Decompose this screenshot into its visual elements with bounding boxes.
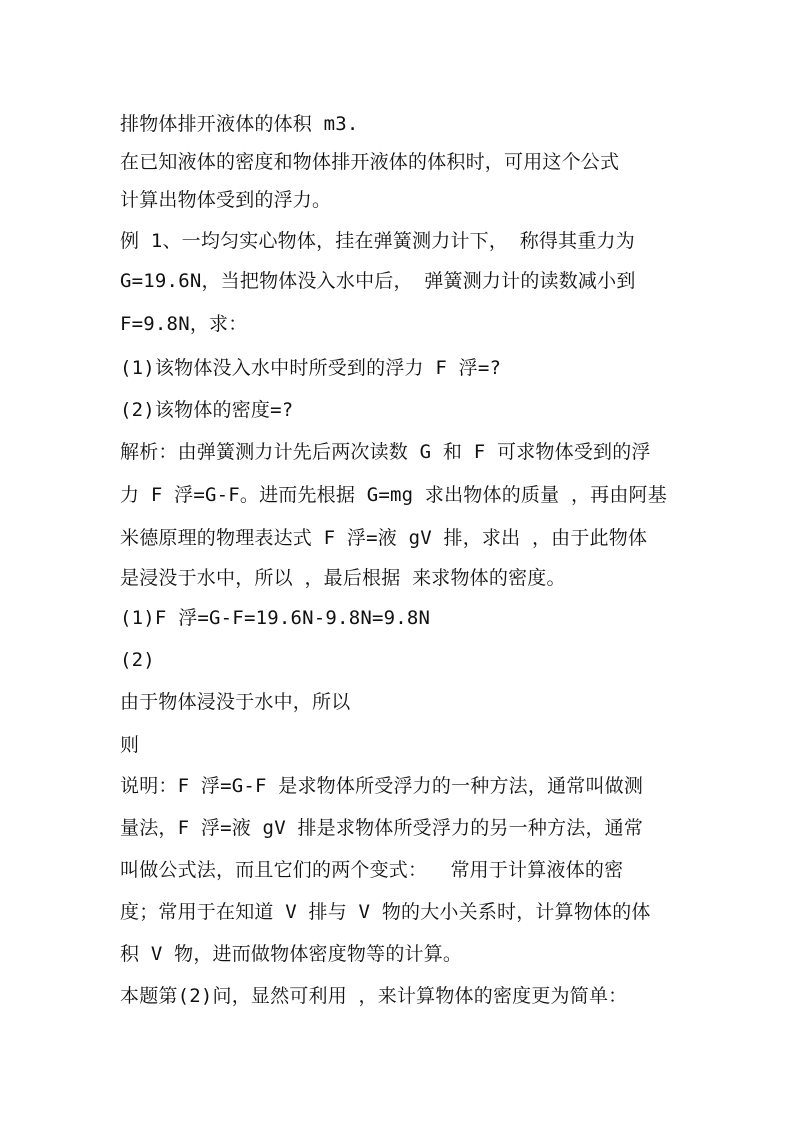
text-line-2: 在已知液体的密度和物体排开液体的体积时，可用这个公式	[120, 151, 620, 173]
text-line-20: 度；常用于在知道 V 排与 V 物的大小关系时，计算物体的体	[120, 901, 651, 923]
text-line-17: 说明：F 浮=G-F 是求物体所受浮力的一种方法，通常叫做测	[120, 775, 644, 797]
text-line-22: 本题第(2)问，显然可利用 ，来计算物体的密度更为简单：	[120, 985, 628, 1007]
text-line-21: 积 V 物，进而做物体密度物等的计算。	[120, 943, 463, 965]
text-line-11: 米德原理的物理表达式 F 浮=液 gV 排，求出 ，由于此物体	[120, 527, 648, 549]
text-line-4: 例 1、一均匀实心物体，挂在弹簧测力计下， 称得其重力为	[120, 230, 635, 252]
text-line-14: (2)	[120, 649, 155, 671]
text-line-7: (1)该物体没入水中时所受到的浮力 F 浮=?	[120, 357, 502, 379]
text-line-6: F=9.8N，求：	[120, 313, 248, 335]
text-line-10: 力 F 浮=G-F。进而先根据 G=mg 求出物体的质量 ，再由阿基	[120, 484, 667, 506]
text-line-9: 解析：由弹簧测力计先后两次读数 G 和 F 可求物体受到的浮	[120, 441, 651, 463]
text-line-18: 量法，F 浮=液 gV 排是求物体所受浮力的另一种方法，通常	[120, 817, 644, 839]
text-line-3: 计算出物体受到的浮力。	[120, 189, 332, 211]
text-line-5: G=19.6N，当把物体没入水中后， 弹簧测力计的读数减小到	[120, 270, 636, 292]
text-line-12: 是浸没于水中，所以 ，最后根据 来求物体的密度。	[120, 567, 566, 589]
text-line-1: 排物体排开液体的体积 m3.	[120, 113, 359, 135]
text-line-15: 由于物体浸没于水中，所以	[120, 691, 351, 713]
text-line-19: 叫做公式法，而且它们的两个变式： 常用于计算液体的密	[120, 859, 624, 881]
text-line-8: (2)该物体的密度=?	[120, 399, 294, 421]
text-line-13: (1)F 浮=G-F=19.6N-9.8N=9.8N	[120, 607, 431, 629]
text-line-16: 则	[120, 734, 140, 756]
